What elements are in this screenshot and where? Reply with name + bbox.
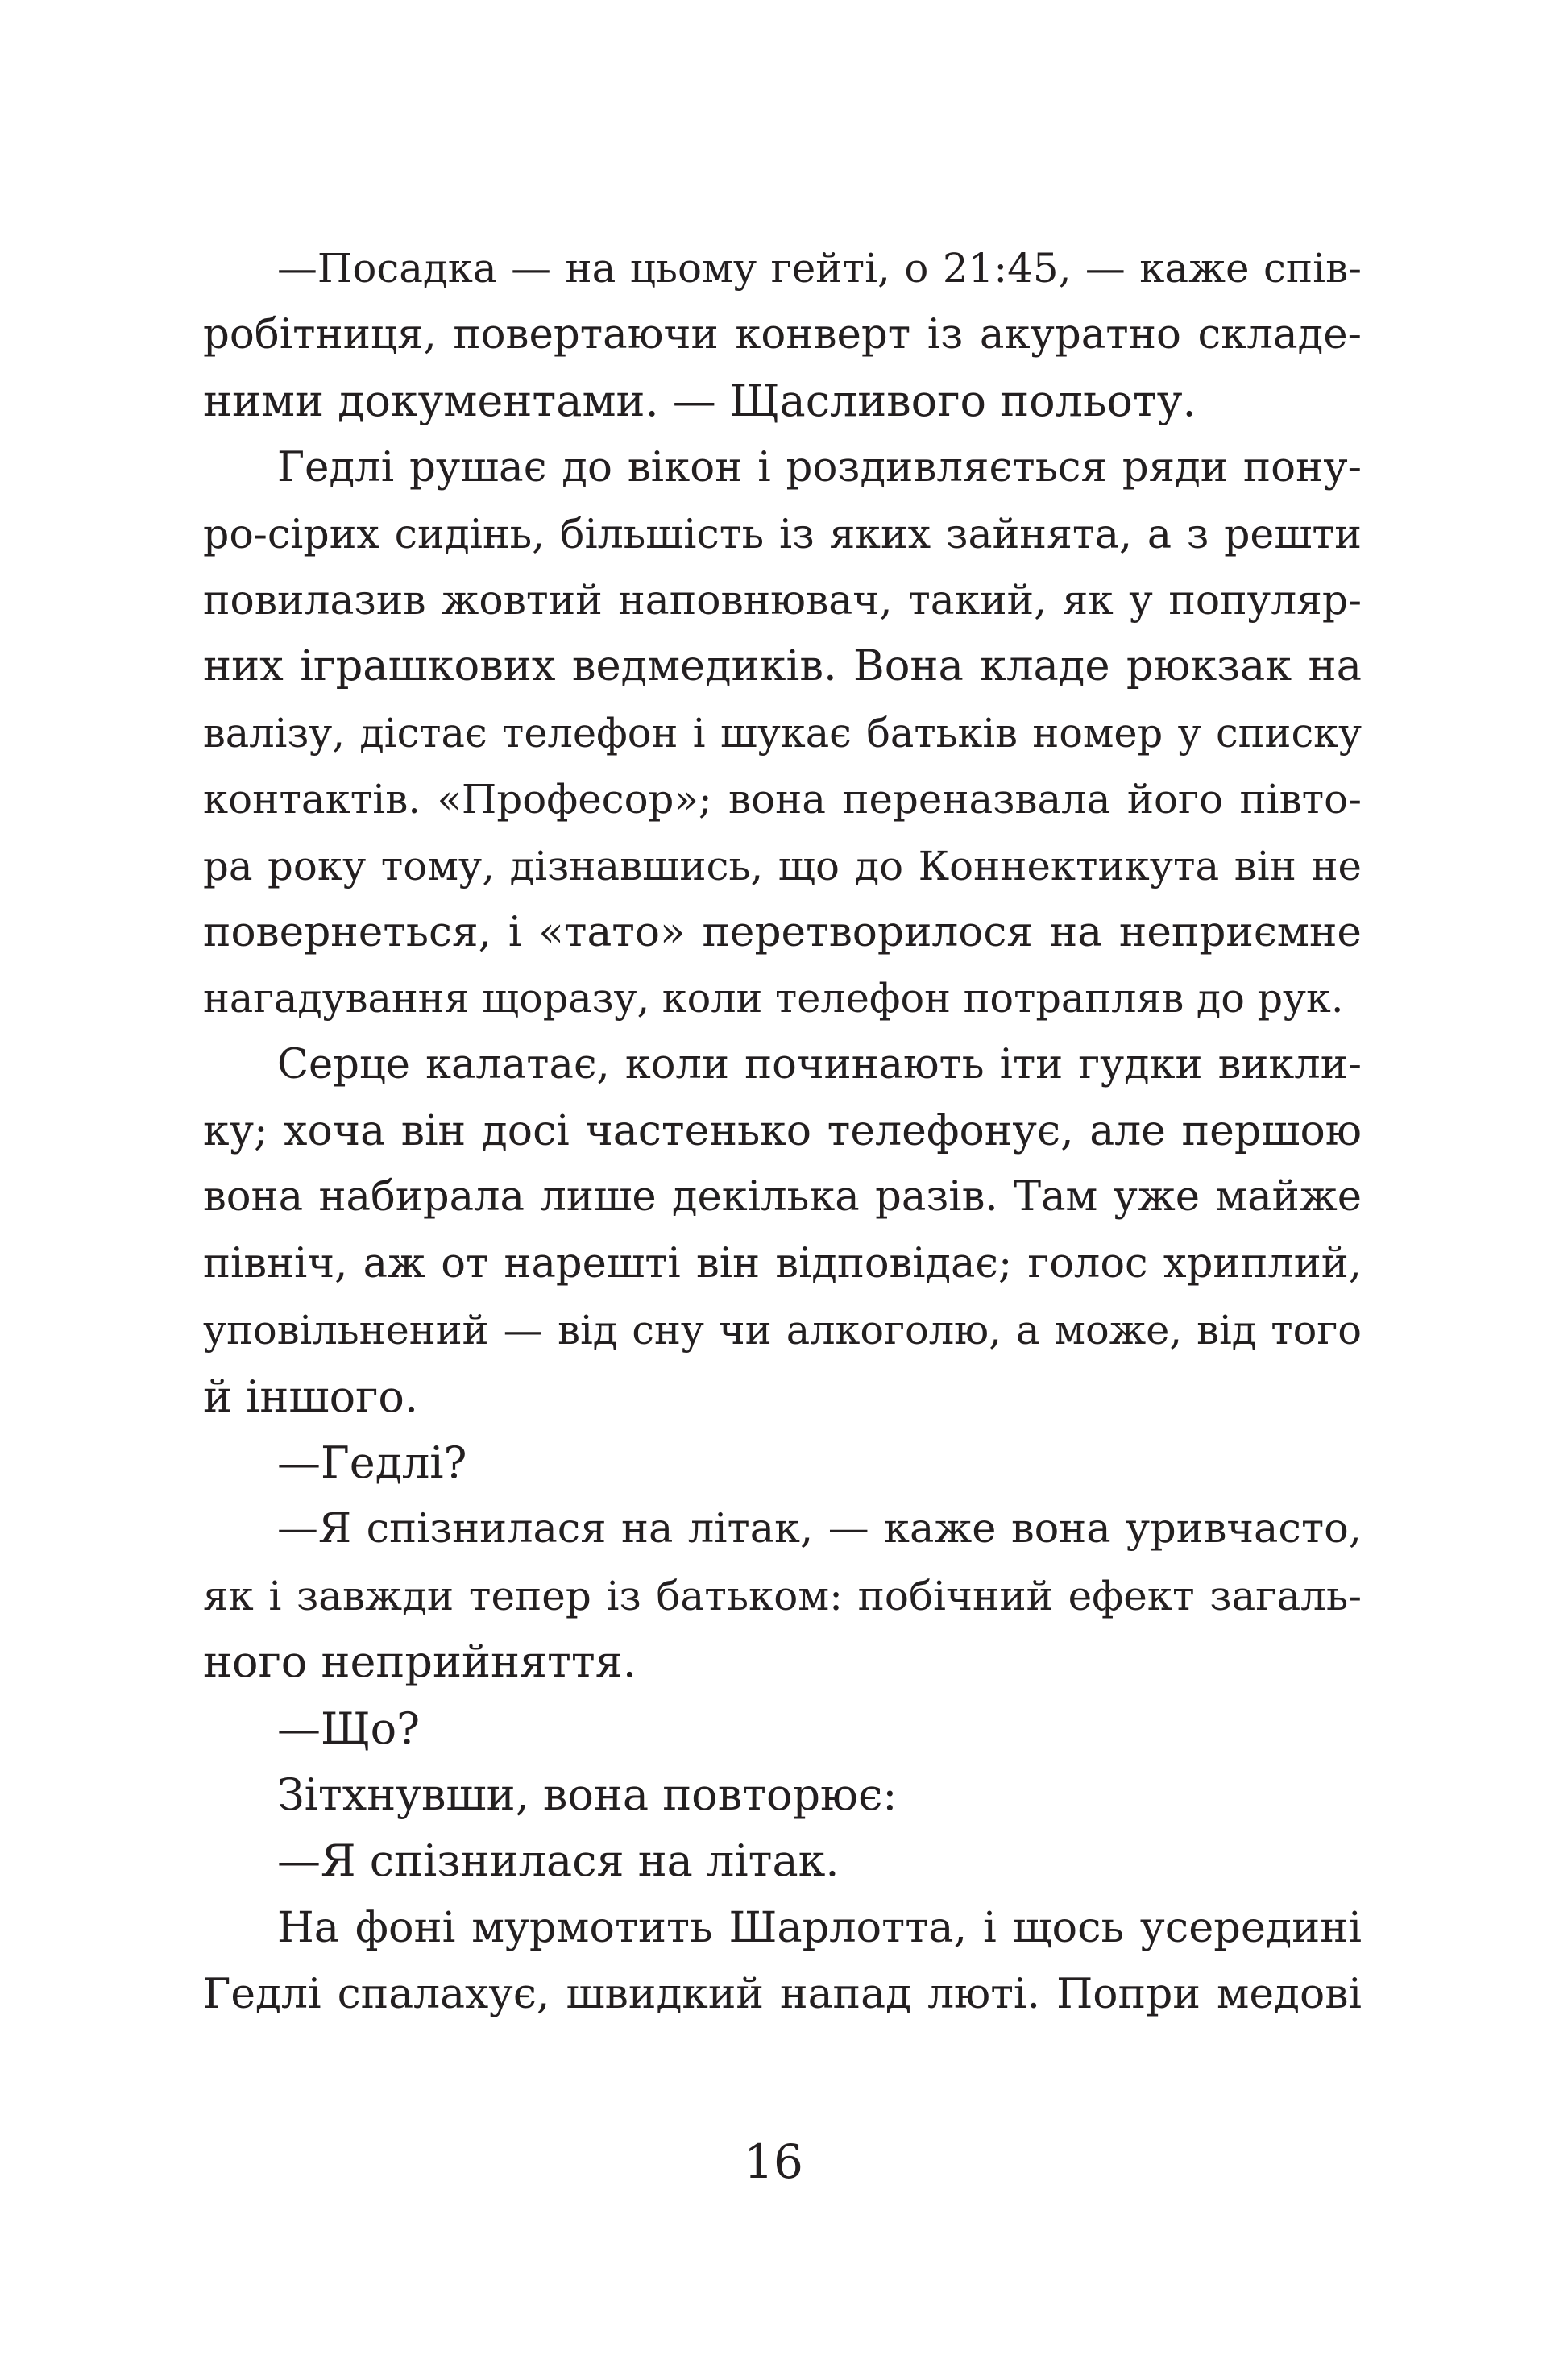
text-line: ними документами. — Щасливого польоту. xyxy=(203,375,1197,426)
text-line: ного неприйняття. xyxy=(203,1636,637,1688)
text-line: —Що? xyxy=(277,1702,421,1754)
text-line: Гедлі рушає до вікон і роздивляється ряди пону- xyxy=(277,443,1362,492)
text-line: повернеться, і «тато» перетворилося на неприємне xyxy=(203,907,1362,956)
text-line: Серце калатає, коли починають іти гудки викли- xyxy=(277,1040,1362,1088)
body-text xyxy=(203,235,1362,2028)
text-line: ра року тому, дізнавшись, що до Коннектикута він не xyxy=(203,842,1362,889)
text-line: Гедлі спалахує, швидкий напад люті. Попри медові xyxy=(203,1970,1362,2019)
text-line: них іграшкових ведмедиків. Вона кладе рюкзак на xyxy=(203,641,1362,691)
text-line: —Гедлі? xyxy=(277,1437,467,1489)
text-line: повилазив жовтий наповнювач, такий, як у популяр- xyxy=(203,575,1362,624)
text-line: контактів. «Професор»; вона переназвала його півто- xyxy=(203,776,1362,823)
text-line: вона набирала лише декілька разів. Там уже майже xyxy=(203,1173,1362,1221)
text-line: ку; хоча він досі частенько телефонує, але першою xyxy=(203,1107,1362,1156)
text-line: —Посадка — на цьому гейті, о 21:45, — каже спів- xyxy=(277,245,1362,292)
text-line: —Я спізнилася на літак, — каже вона уривчасто, xyxy=(277,1505,1362,1553)
text-line: робітниця, повертаючи конверт із акуратно складе- xyxy=(203,310,1362,359)
page-number: 16 xyxy=(744,2134,803,2189)
text-line: північ, аж от нарешті він відповідає; голос хриплий, xyxy=(203,1239,1362,1287)
text-line: —Я спізнилася на літак. xyxy=(277,1835,840,1887)
text-line: й іншого. xyxy=(203,1370,419,1422)
text-line: ро-сірих сидінь, більшість із яких зайнята, а з решти xyxy=(203,509,1362,558)
text-line: нагадування щоразу, коли телефон потрапляв до рук. xyxy=(203,975,1344,1022)
text-line: уповільнений — від сну чи алкоголю, а може, від того xyxy=(203,1307,1362,1354)
text-line: Зітхнувши, вона повторює: xyxy=(277,1768,898,1820)
text-line: як і завжди тепер із батьком: побічний ефект загаль- xyxy=(203,1572,1362,1619)
text-line: валізу, дістає телефон і шукає батьків номер у списку xyxy=(203,709,1362,757)
text-line: На фоні мурмотить Шарлотта, і щось усередині xyxy=(277,1902,1362,1952)
